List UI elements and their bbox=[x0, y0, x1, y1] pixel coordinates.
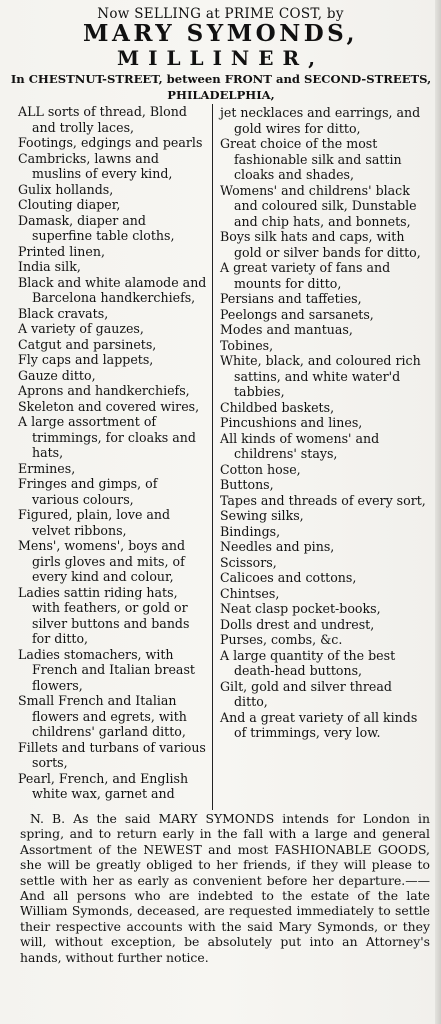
list-item: A variety of gauzes, bbox=[18, 321, 144, 336]
goods-list-left bbox=[18, 104, 208, 802]
list-item: Sewing silks, bbox=[220, 508, 304, 523]
list-item: Fringes and gimps, of various colours, bbox=[18, 476, 158, 507]
list-item: Childbed baskets, bbox=[220, 399, 335, 415]
list-item: Womens' and childrens' black and coloured silk, Dunstable and chip hats, and bonnets, bbox=[220, 182, 417, 229]
list-item: A large assortment of trimmings, for cloaks and hats, bbox=[18, 414, 196, 460]
list-item: Needles and pins, bbox=[220, 539, 335, 554]
list-item: Buttons, bbox=[220, 477, 274, 492]
column-divider bbox=[212, 104, 213, 810]
list-item: Aprons and handkerchiefs, bbox=[18, 383, 190, 398]
list-item: Tobines, bbox=[220, 337, 274, 353]
list-item: jet necklaces and earrings, and gold wires for ditto, bbox=[220, 105, 421, 136]
list-item: Figured, plain, love and velvet ribbons, bbox=[18, 507, 171, 538]
list-item: Tapes and threads of every sort, bbox=[220, 492, 426, 508]
list-item: And a great variety of all kinds of trimmings, very low. bbox=[220, 709, 418, 740]
list-item: Cambricks, lawns and muslins of every kind, bbox=[18, 150, 173, 181]
list-item: Peelongs and sarsanets, bbox=[220, 306, 374, 322]
list-item: Scissors, bbox=[220, 554, 277, 570]
merchant-trade: MILLINER, bbox=[116, 46, 325, 70]
list-item: India silk, bbox=[18, 259, 81, 274]
list-item: Ladies stomachers, with French and Italian breast flowers, bbox=[18, 646, 195, 693]
list-item: Chintses, bbox=[220, 585, 280, 601]
page-edge-shadow bbox=[435, 0, 441, 1024]
list-item: ALL sorts of thread, Blond and trolly laces, bbox=[18, 104, 187, 135]
list-item: Black and white alamode and Barcelona handkerchiefs, bbox=[18, 274, 207, 305]
list-item: Neat clasp pocket-books, bbox=[220, 601, 381, 616]
list-item: Pearl, French, and English white wax, garnet and bbox=[18, 770, 189, 801]
list-item: Footings, edgings and pearls bbox=[18, 135, 203, 150]
list-item: Pincushions and lines, bbox=[220, 415, 363, 430]
list-item: Small French and Italian flowers and egrets, with childrens' garland ditto, bbox=[18, 693, 187, 739]
list-item: Ermines, bbox=[18, 460, 76, 476]
list-item: A large quantity of the best death-head buttons, bbox=[220, 647, 396, 678]
list-item: Black cravats, bbox=[18, 305, 109, 321]
list-item: Calicoes and cottons, bbox=[220, 570, 357, 585]
list-item: Cotton hose, bbox=[220, 461, 301, 477]
list-item: Dolls drest and undrest, bbox=[220, 616, 375, 632]
list-item: Fillets and turbans of various sorts, bbox=[18, 739, 206, 770]
shop-address: In CHESTNUT-STREET, between FRONT and SECOND-STREETS, PHILADELPHIA, bbox=[10, 72, 432, 102]
list-item: Gauze ditto, bbox=[18, 367, 96, 383]
list-item: White, black, and coloured rich sattins, and white water'd tabbies, bbox=[220, 353, 421, 399]
advert-intro-line: Now SELLING at PRIME COST, by bbox=[97, 6, 344, 22]
list-item: Modes and mantuas, bbox=[220, 322, 353, 337]
list-item: Persians and taffeties, bbox=[220, 291, 362, 306]
list-item: Fly caps and lappets, bbox=[18, 352, 154, 367]
list-item: Purses, combs, &c. bbox=[220, 632, 343, 647]
list-item: Mens', womens', boys and girls gloves and mits, of every kind and colour, bbox=[18, 538, 186, 584]
notice-text: N. B. As the said MARY SYMONDS intends for London in spring, and to return early in the fall with a large and general Assortment of the NEWEST and most FASHIONABLE GOODS, she will be greatly obliged to her friends, if they will please to settle with her as early as convenient before her departure.——And all persons who are indebted to the estate of the late William Symonds, deceased, are requested immediately to settle their respective accounts with the said Mary Symonds, or they will, without exception, be absolutely put into an Attorney's hands, without further notice. bbox=[20, 811, 430, 965]
merchant-name: MARY SYMONDS, bbox=[83, 20, 358, 47]
list-item: Skeleton and covered wires, bbox=[18, 398, 200, 414]
list-item: Boys silk hats and caps, with gold or silver bands for ditto, bbox=[220, 229, 421, 260]
list-item: Clouting diaper, bbox=[18, 197, 121, 212]
notice-paragraph bbox=[20, 811, 430, 965]
list-item: A great variety of fans and mounts for ditto, bbox=[220, 260, 391, 291]
list-item: Gulix hollands, bbox=[18, 181, 114, 197]
list-item: Gilt, gold and silver thread ditto, bbox=[220, 678, 392, 709]
list-item: Printed linen, bbox=[18, 243, 105, 259]
list-item: Damask, diaper and superfine table cloths, bbox=[18, 212, 175, 243]
list-item: Catgut and parsinets, bbox=[18, 336, 157, 352]
goods-list-right bbox=[220, 105, 428, 741]
list-item: Ladies sattin riding hats, with feathers, or gold or silver buttons and bands for ditto, bbox=[18, 584, 190, 646]
list-item: All kinds of womens' and childrens' stays, bbox=[220, 430, 380, 461]
list-item: Great choice of the most fashionable silk and sattin cloaks and shades, bbox=[220, 136, 402, 182]
list-item: Bindings, bbox=[220, 523, 281, 539]
